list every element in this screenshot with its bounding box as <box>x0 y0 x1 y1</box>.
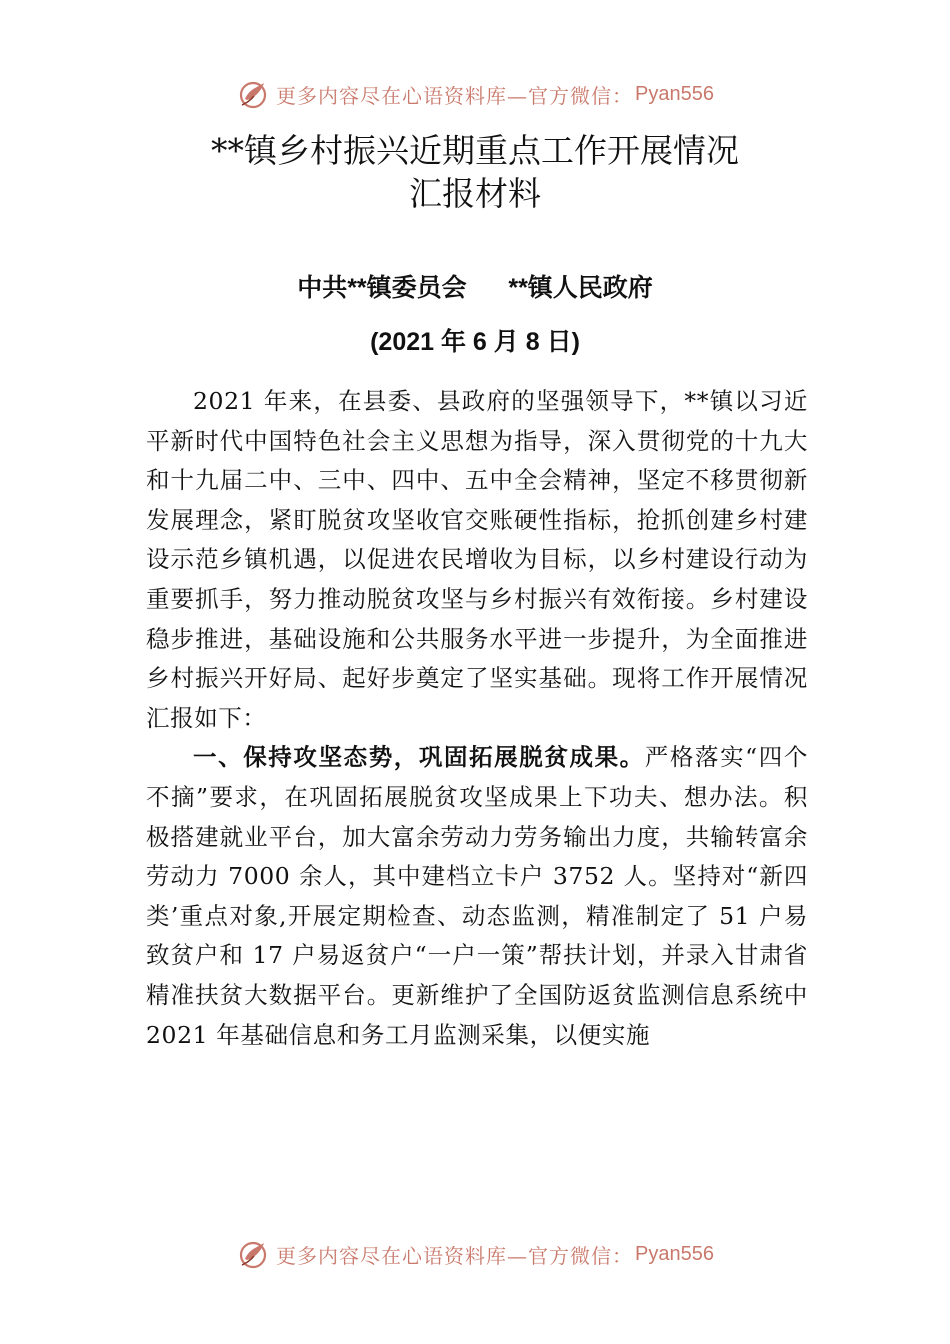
leaf-swirl-logo-icon <box>236 1237 270 1271</box>
document-body <box>146 382 808 1055</box>
watermark-handle: Pyan556 <box>635 1242 714 1265</box>
section1-paragraph <box>146 738 808 1055</box>
watermark-text: 更多内容尽在心语资料库—官方微信： <box>276 83 634 108</box>
intro-paragraph: 2021 年来，在县委、县政府的坚强领导下，**镇以习近平新时代中国特色社会主义思想为指导，深入贯彻党的十九大和十九届二中、三中、四中、五中全会精神，坚定不移贯彻新发展理念，紧盯脱贫攻坚收官交账硬性指标，抢抓创建乡村建设示范乡镇机遇，以促进农民增收为目标，以乡村建设行动为重要抓手，努力推动脱贫攻坚与乡村振兴有效衔接。乡村建设稳步推进，基础设施和公共服务水平进一步提升，为全面推进乡村振兴开好局、起好步奠定了坚实基础。现将工作开展情况汇报如下： <box>146 387 808 732</box>
document-date: (2021 年 6 月 8 日) <box>370 328 580 356</box>
watermark-banner-top <box>0 72 950 116</box>
leaf-swirl-logo-icon <box>236 77 270 111</box>
watermark-handle: Pyan556 <box>635 82 714 105</box>
issuer-line: 中共**镇委员会 **镇人民政府 <box>297 274 653 302</box>
section1-text: 严格落实“四个不摘”要求，在巩固拓展脱贫攻坚成果上下功夫、想办法。积极搭建就业平台，加大富余劳动力劳务输出力度，共输转富余劳动力 7000 余人，其中建档立卡户 3752 人。坚持对“新四类’重点对象,开展定期检查、动态监测，精准制定了 51 户易致贫户和 17 户易返贫户“一户一策”帮扶计划，并录入甘肃省精准扶贫大数据平台。更新维护了全国防返贫监测信息系统中 2021 年基础信息和务工月监测采集，以便实施 <box>146 743 808 1049</box>
watermark-banner-bottom <box>0 1232 950 1276</box>
watermark-text: 更多内容尽在心语资料库—官方微信： <box>276 1243 634 1268</box>
document-title-line2: 汇报材料 <box>409 174 541 213</box>
document-title-line1: **镇乡村振兴近期重点工作开展情况 <box>211 131 739 170</box>
section1-heading: 一、保持攻坚态势，巩固拓展脱贫成果。 <box>193 743 645 772</box>
